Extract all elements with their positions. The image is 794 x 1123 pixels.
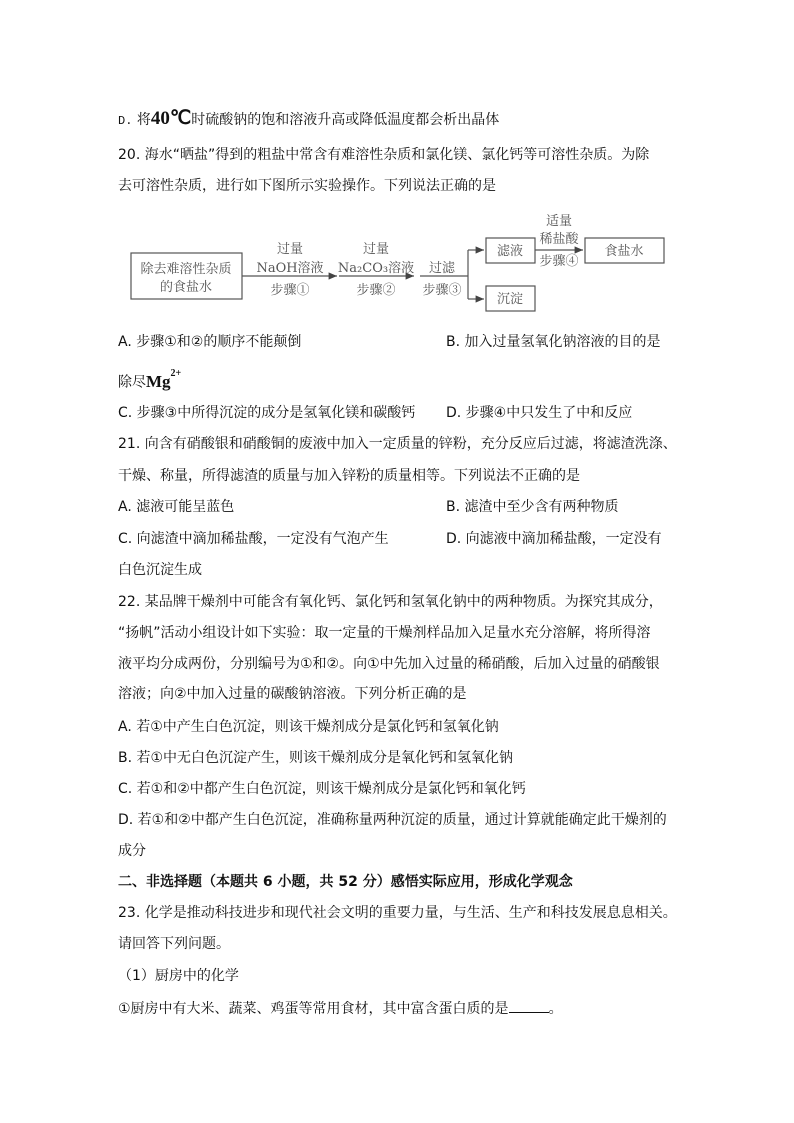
q22-option-a: A. 若①中产生白色沉淀，则该干燥剂成分是氯化钙和氢氧化钠: [118, 719, 499, 735]
q21-option-d-cont: 白色沉淀生成: [118, 562, 202, 578]
q20-flow-diagram: [0, 210, 794, 315]
q21-option-a: A. 滤液可能呈蓝色: [118, 499, 235, 515]
q21-option-d: D. 向滤液中滴加稀盐酸，一定没有: [446, 531, 662, 547]
q20-stem-1: 20. 海水“晒盐”得到的粗盐中常含有难溶性杂质和氯化镁、氯化钙等可溶性杂质。为除: [118, 147, 650, 163]
svg-text:过滤: 过滤: [428, 261, 456, 276]
q21-option-c: C. 向滤渣中滴加稀盐酸，一定没有气泡产生: [118, 531, 389, 547]
q22-option-c: C. 若①和②中都产生白色沉淀，则该干燥剂成分是氯化钙和氧化钙: [118, 781, 526, 797]
answer-blank[interactable]: [509, 998, 549, 1013]
q22-stem-4: 溶液；向②中加入过量的碳酸钠溶液。下列分析正确的是: [118, 686, 467, 702]
svg-text:Na₂CO₃溶液: Na₂CO₃溶液: [337, 261, 415, 276]
q22-option-d: D. 若①和②中都产生白色沉淀，准确称量两种沉淀的质量，通过计算就能确定此干燥剂的: [118, 812, 667, 828]
q21-stem-2: 干燥、称量，所得滤渣的质量与加入锌粉的质量相等。下列说法不正确的是: [118, 468, 580, 484]
q23-sub1: （1）厨房中的化学: [118, 968, 239, 984]
q21-stem-1: 21. 向含有硝酸银和硝酸铜的废液中加入一定质量的锌粉，充分反应后过滤，将滤渣洗涤、: [118, 436, 677, 452]
svg-text:过量: 过量: [276, 242, 304, 257]
q21-option-b: B. 滤渣中至少含有两种物质: [446, 499, 619, 515]
q20-option-b-cont: 除尽$Mg^{2+}$: [118, 368, 182, 391]
q19-option-d: D. 将40℃时硫酸钠的饱和溶液升高或降低温度都会析出晶体: [118, 108, 500, 129]
q23-item1: ①厨房中有大米、蔬菜、鸡蛋等常用食材，其中富含蛋白质的是 。: [118, 998, 563, 1019]
svg-text:步骤③: 步骤③: [422, 283, 462, 298]
q22-option-d-cont: 成分: [118, 843, 146, 859]
q20-option-d: D. 步骤④中只发生了中和反应: [446, 405, 633, 421]
section-heading: 二、非选择题（本题共 6 小题，共 52 分）感悟实际应用，形成化学观念: [118, 874, 573, 890]
svg-text:除去难溶性杂质: 除去难溶性杂质: [140, 262, 232, 277]
svg-text:稀盐酸: 稀盐酸: [539, 232, 579, 247]
svg-text:沉淀: 沉淀: [496, 292, 524, 307]
q20-stem-2: 去可溶性杂质，进行如下图所示实验操作。下列说法正确的是: [118, 178, 496, 194]
q22-stem-1: 22. 某品牌干燥剂中可能含有氧化钙、氯化钙和氢氧化钠中的两种物质。为探究其成分，: [118, 594, 663, 610]
svg-text:步骤④: 步骤④: [539, 254, 579, 269]
svg-text:步骤①: 步骤①: [270, 283, 310, 298]
svg-text:的食盐水: 的食盐水: [159, 280, 213, 295]
q20-option-b: B. 加入过量氢氧化钠溶液的目的是: [446, 334, 661, 350]
q22-stem-3: 液平均分成两份，分别编号为①和②。向①中先加入过量的稀硝酸，后加入过量的硝酸银: [118, 656, 660, 672]
svg-text:食盐水: 食盐水: [604, 244, 644, 259]
svg-text:滤液: 滤液: [496, 244, 524, 259]
svg-text:适量: 适量: [545, 214, 573, 229]
svg-text:步骤②: 步骤②: [356, 283, 396, 298]
svg-text:NaOH溶液: NaOH溶液: [256, 261, 324, 276]
svg-text:过量: 过量: [362, 242, 390, 257]
q22-option-b: B. 若①中无白色沉淀产生，则该干燥剂成分是氧化钙和氢氧化钠: [118, 750, 514, 766]
q23-stem-2: 请回答下列问题。: [118, 936, 230, 952]
q22-stem-2: “扬帆”活动小组设计如下实验：取一定量的干燥剂样品加入足量水充分溶解，将所得溶: [118, 625, 651, 641]
q20-option-c: C. 步骤③中所得沉淀的成分是氢氧化镁和碳酸钙: [118, 405, 416, 421]
q20-option-a: A. 步骤①和②的顺序不能颠倒: [118, 334, 302, 350]
q23-stem-1: 23. 化学是推动科技进步和现代社会文明的重要力量，与生活、生产和科技发展息息相关。: [118, 905, 677, 921]
